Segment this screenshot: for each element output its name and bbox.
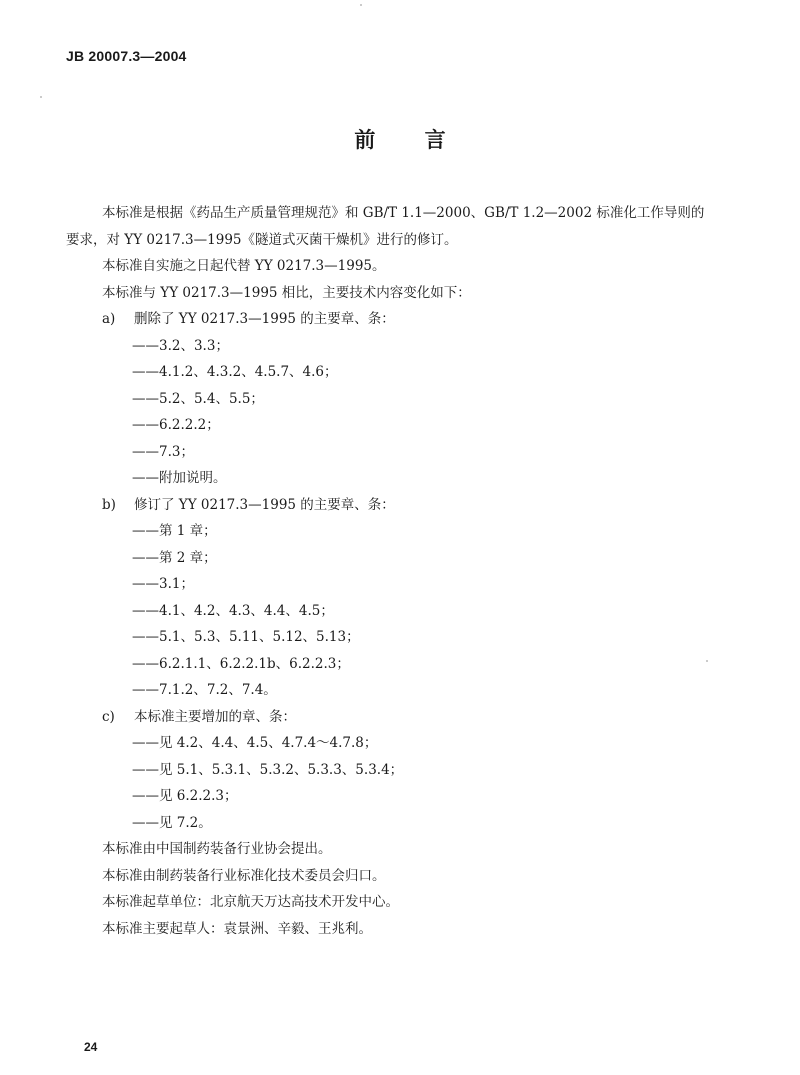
list-c-heading-text: 本标准主要增加的章、条：: [134, 708, 296, 725]
list-item: ——见 7.2。: [132, 814, 212, 831]
paragraph-basis-line2: 要求，对 YY 0217.3—1995《隧道式灭菌干燥机》进行的修订。: [66, 231, 458, 248]
list-a-heading: [66, 306, 766, 333]
list-item: ——第 2 章；: [132, 549, 217, 566]
list-item: ——见 4.2、4.4、4.5、4.7.4～4.7.8；: [132, 735, 378, 751]
list-b-heading-text: 修订了 YY 0217.3—1995 的主要章、条：: [134, 496, 395, 513]
list-item: ——6.2.1.1、6.2.2.1b、6.2.2.3；: [132, 655, 350, 672]
list-item: ——6.2.2.2；: [132, 417, 220, 433]
closing-drafting-unit: 本标准起草单位：北京航天万达高技术开发中心。: [102, 894, 399, 910]
list-item: ——4.1.2、4.3.2、4.5.7、4.6；: [132, 364, 338, 380]
list-item: ——3.1；: [132, 576, 194, 592]
list-b-label: b): [102, 496, 116, 513]
list-c-heading: [66, 704, 766, 731]
scan-speck: [40, 96, 42, 98]
list-item: ——5.2、5.4、5.5；: [132, 390, 264, 407]
closing-committee: 本标准由制药装备行业标准化技术委员会归口。: [102, 867, 386, 884]
list-c-label: c): [102, 708, 115, 725]
paragraph-replacement: 本标准自实施之日起代替 YY 0217.3—1995。: [102, 258, 386, 274]
list-item: ——4.1、4.2、4.3、4.4、4.5；: [132, 602, 334, 619]
scan-speck: [706, 660, 708, 662]
paragraph-basis-line1: 本标准是根据《药品生产质量管理规范》和 GB/T 1.1—2000、GB/T 1.2—2002 标准化工作导则的: [102, 205, 705, 221]
list-item: ——7.3；: [132, 443, 194, 460]
list-item: ——第 1 章；: [132, 523, 217, 539]
closing-proposer: 本标准由中国制药装备行业协会提出。: [102, 841, 332, 857]
paragraph-changes-intro: 本标准与 YY 0217.3—1995 相比，主要技术内容变化如下：: [102, 284, 471, 301]
standard-number: JB 20007.3—2004: [66, 48, 187, 64]
list-b-heading: [66, 492, 766, 519]
scan-speck: [360, 4, 362, 6]
list-item: ——5.1、5.3、5.11、5.12、5.13；: [132, 629, 360, 645]
list-item: ——见 6.2.2.3；: [132, 788, 238, 804]
closing-drafters: 本标准主要起草人：袁景洲、辛毅、王兆利。: [102, 920, 372, 937]
list-item: ——7.1.2、7.2、7.4。: [132, 682, 277, 698]
list-a-label: a): [102, 311, 116, 327]
list-a-heading-text: 删除了 YY 0217.3—1995 的主要章、条：: [134, 311, 395, 327]
document-body: [66, 200, 766, 942]
list-item: ——附加说明。: [132, 470, 227, 486]
page-number: 24: [84, 1040, 98, 1054]
list-item: ——3.2、3.3；: [132, 337, 229, 354]
list-item: ——见 5.1、5.3.1、5.3.2、5.3.3、5.3.4；: [132, 761, 404, 778]
page-title: 前 言: [354, 128, 446, 152]
